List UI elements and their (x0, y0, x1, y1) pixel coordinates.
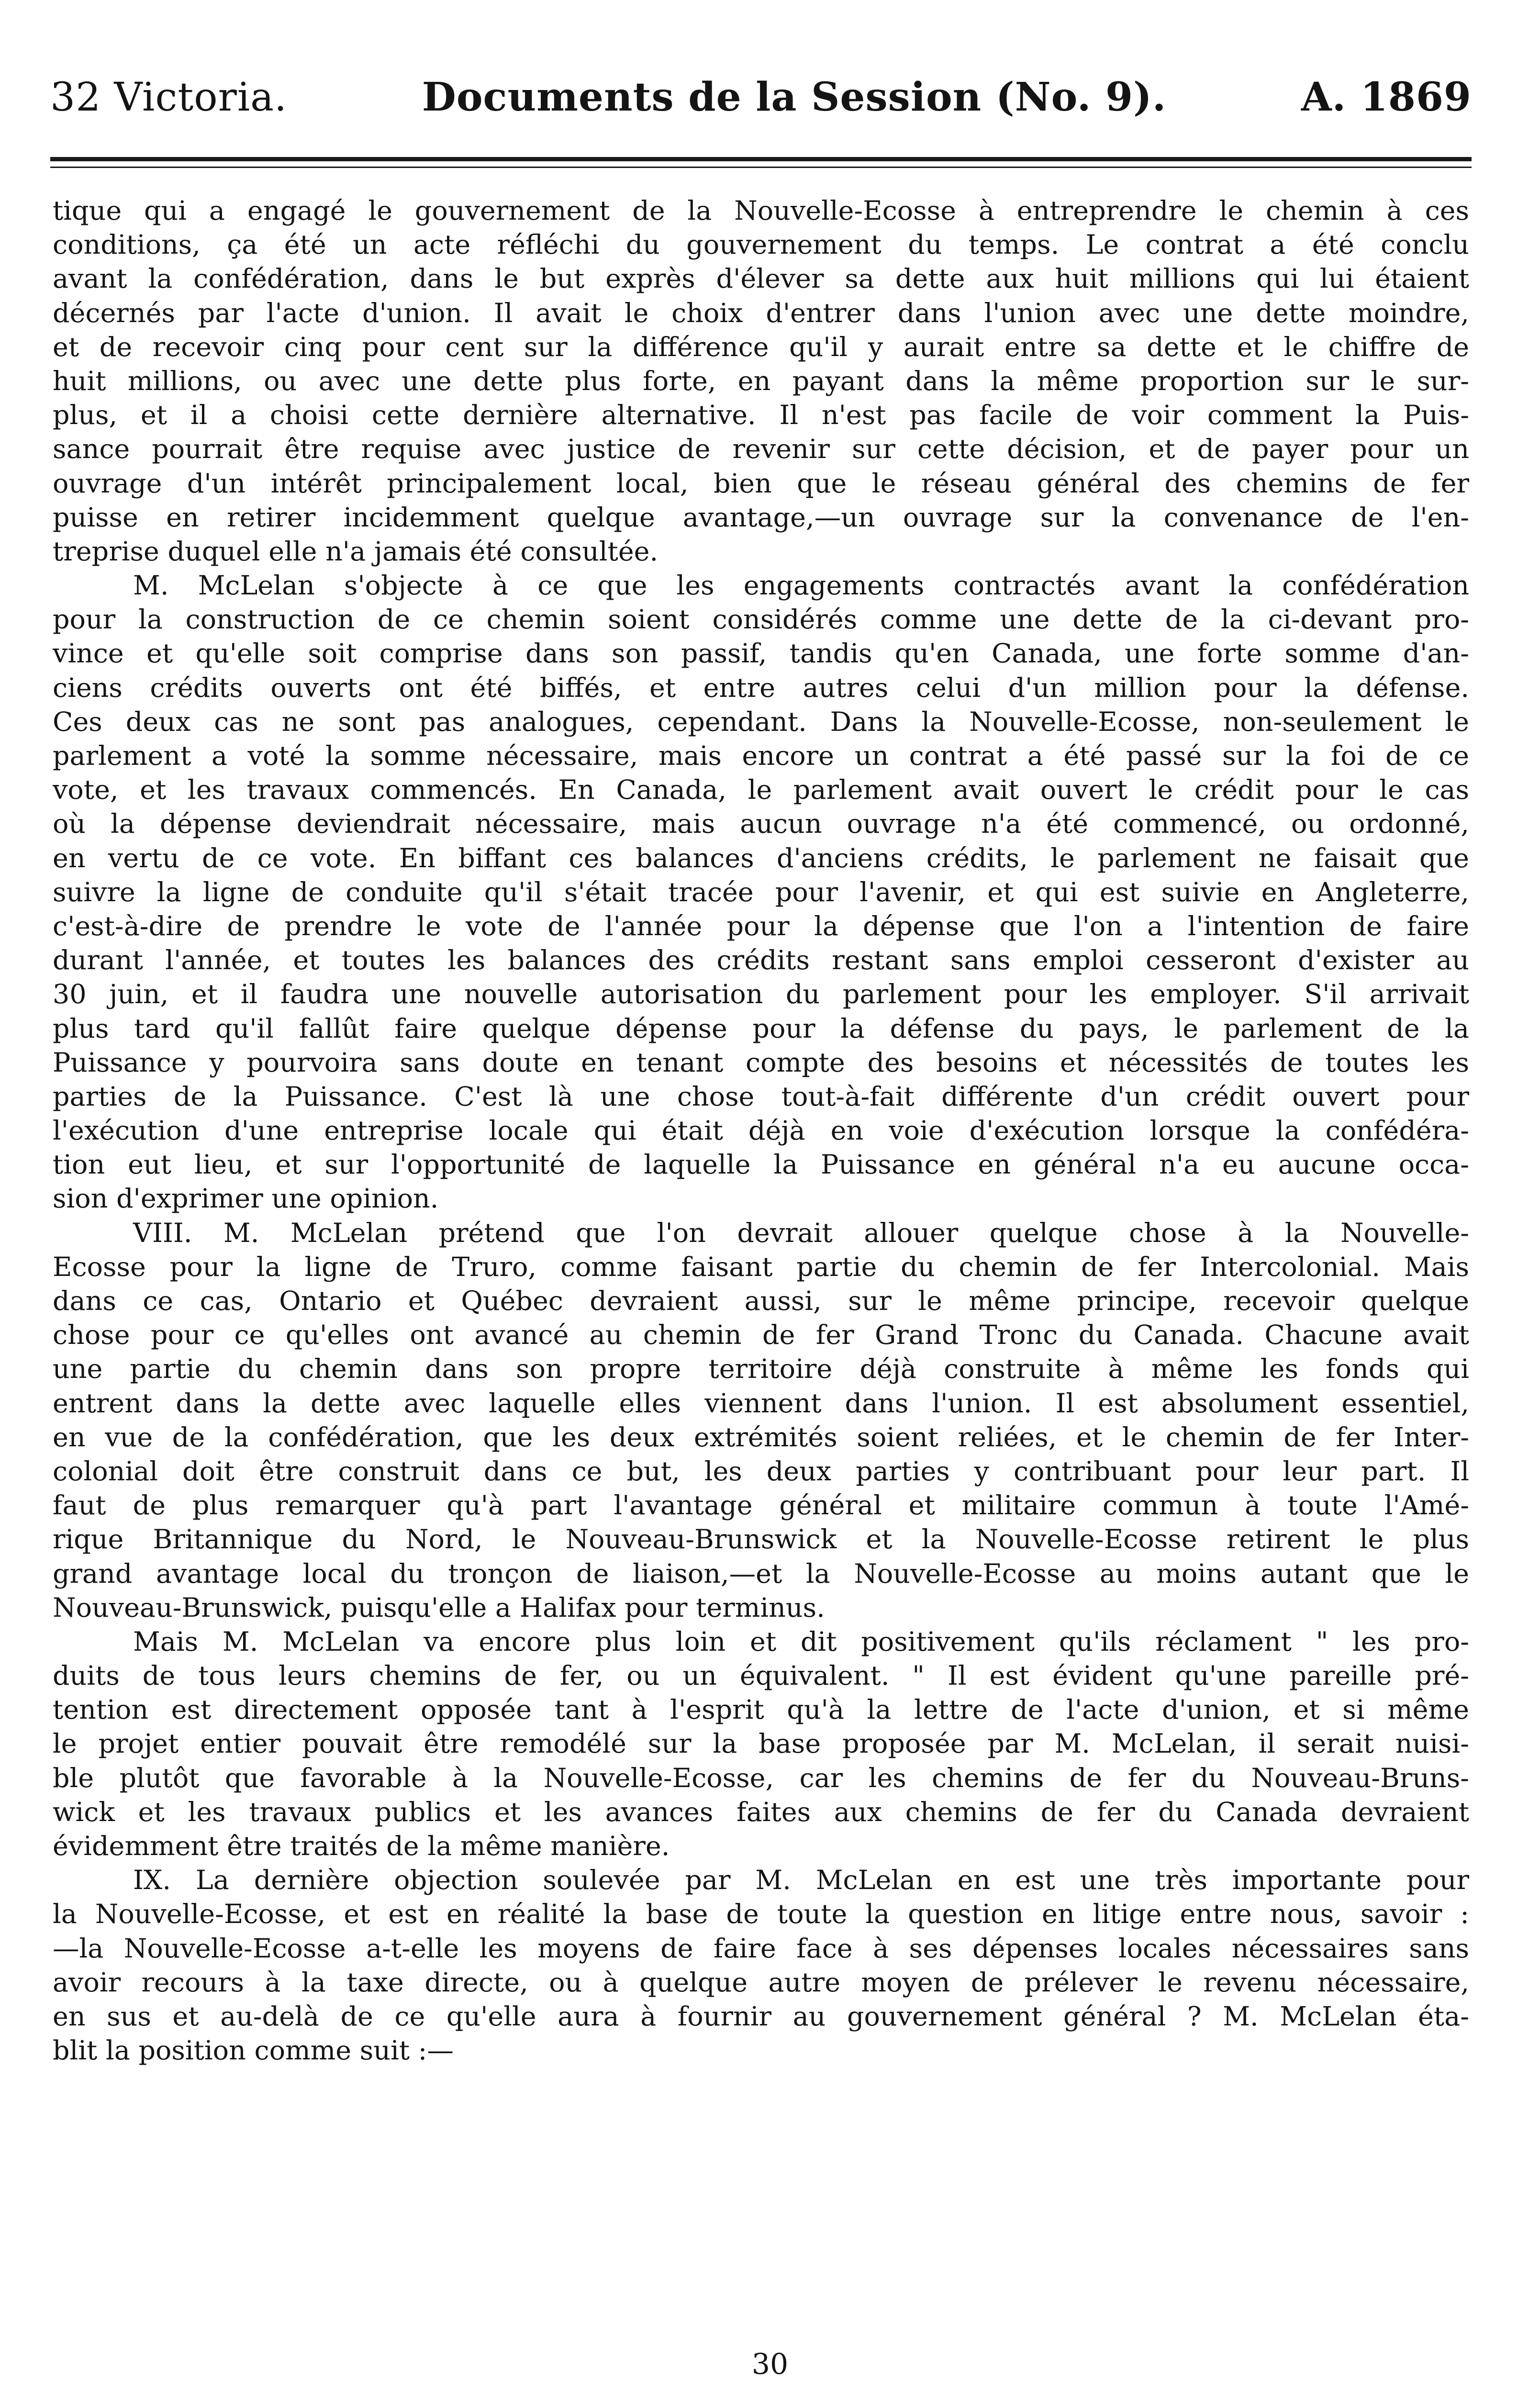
text-line: parlement a voté la somme nécessaire, mais encore un contrat a été passé sur la foi de ce (53, 740, 1469, 772)
text-line: treprise duquel elle n'a jamais été consultée. (53, 536, 658, 567)
text-line: duits de tous leurs chemins de fer, ou un équivalent. " Il est évident qu'une pareille pré- (53, 1660, 1469, 1692)
text-line: blit la position comme suit :— (53, 2035, 454, 2067)
text-line: Puissance y pourvoira sans doute en tenant compte des besoins et nécessités de toutes les (53, 1047, 1469, 1078)
text-line: wick et les travaux publics et les avances faites aux chemins de fer du Canada devraient (53, 1796, 1469, 1828)
text-line: une partie du chemin dans son propre territoire déjà construite à même les fonds qui (53, 1353, 1469, 1385)
text-line: VIII. M. McLelan prétend que l'on devrait allouer quelque chose à la Nouvelle- (133, 1217, 1469, 1249)
page-number: 30 (751, 2348, 789, 2381)
text-line: faut de plus remarquer qu'à part l'avantage général et militaire commun à toute l'Amé- (53, 1490, 1469, 1521)
text-line: plus tard qu'il fallût faire quelque dépense pour la défense du pays, le parlement de la (53, 1013, 1469, 1044)
header-title: Documents de la Session (No. 9). (422, 74, 1167, 120)
text-line: conditions, ça été un acte réfléchi du gouvernement du temps. Le contrat a été conclu (53, 229, 1469, 261)
header-year: A. 1869 (1301, 74, 1472, 120)
text-line: IX. La dernière objection soulevée par M. McLelan en est une très importante pour (133, 1865, 1469, 1896)
text-line: tion eut lieu, et sur l'opportunité de laquelle la Puissance en général n'a eu aucune occa- (53, 1149, 1469, 1181)
text-line: durant l'année, et toutes les balances des crédits restant sans emploi cesseront d'exister au (53, 945, 1469, 976)
text-line: rique Britannique du Nord, le Nouveau-Brunswick et la Nouvelle-Ecosse retirent le plus (53, 1524, 1469, 1555)
text-line: huit millions, ou avec une dette plus forte, en payant dans la même proportion sur le sur- (53, 365, 1469, 397)
text-line: et de recevoir cinq pour cent sur la différence qu'il y aurait entre sa dette et le chiffre de (53, 331, 1469, 363)
text-line: sance pourrait être requise avec justice de revenir sur cette décision, et de payer pour un (53, 434, 1469, 465)
text-line: avant la confédération, dans le but exprès d'élever sa dette aux huit millions qui lui étaient (53, 263, 1469, 295)
text-line: vince et qu'elle soit comprise dans son passif, tandis qu'en Canada, une forte somme d'an- (53, 638, 1469, 670)
text-line: dans ce cas, Ontario et Québec devraient aussi, sur le même principe, recevoir quelque (53, 1286, 1469, 1317)
text-line: suivre la ligne de conduite qu'il s'était tracée pour l'avenir, et qui est suivie en Angleterre, (53, 876, 1469, 908)
text-line: ouvrage d'un intérêt principalement local, bien que le réseau général des chemins de fer (53, 468, 1469, 499)
text-line: plus, et il a choisi cette dernière alternative. Il n'est pas facile de voir comment la Puis- (53, 400, 1469, 431)
text-line: c'est-à-dire de prendre le vote de l'année pour la dépense que l'on a l'intention de faire (53, 910, 1469, 942)
text-line: Mais M. McLelan va encore plus loin et dit positivement qu'ils réclament " les pro- (133, 1626, 1469, 1657)
text-line: l'exécution d'une entreprise locale qui était déjà en voie d'exécution lorsque la confédéra- (53, 1115, 1469, 1147)
text-line: où la dépense deviendrait nécessaire, mais aucun ouvrage n'a été commencé, ou ordonné, (53, 808, 1469, 840)
text-line: Ces deux cas ne sont pas analogues, cependant. Dans la Nouvelle-Ecosse, non-seulement le (53, 706, 1469, 738)
body-text (53, 194, 1469, 2068)
text-line: Nouveau-Brunswick, puisqu'elle a Halifax pour terminus. (53, 1592, 825, 1623)
text-line: la Nouvelle-Ecosse, et est en réalité la base de toute la question en litige entre nous, savoir : (53, 1899, 1469, 1930)
text-line: grand avantage local du tronçon de liaison,—et la Nouvelle-Ecosse au moins autant que le (53, 1558, 1469, 1589)
text-line: M. McLelan s'objecte à ce que les engagements contractés avant la confédération (133, 570, 1469, 602)
text-line: avoir recours à la taxe directe, ou à quelque autre moyen de prélever le revenu nécessaire, (53, 1967, 1469, 1998)
text-line: évidemment être traités de la même manière. (53, 1831, 670, 1862)
text-line: pour la construction de ce chemin soient considérés comme une dette de la ci-devant pro- (53, 604, 1469, 636)
text-line: en sus et au-delà de ce qu'elle aura à fournir au gouvernement général ? M. McLelan éta- (53, 2001, 1469, 2032)
header-rule-thin (50, 167, 1472, 168)
text-line: entrent dans la dette avec laquelle elles viennent dans l'union. Il est absolument essentiel, (53, 1387, 1469, 1419)
text-line: ble plutôt que favorable à la Nouvelle-Ecosse, car les chemins de fer du Nouveau-Bruns- (53, 1762, 1469, 1794)
text-line: tention est directement opposée tant à l'esprit qu'à la lettre de l'acte d'union, et si même (53, 1694, 1469, 1726)
text-line: tique qui a engagé le gouvernement de la Nouvelle-Ecosse à entreprendre le chemin à ces (53, 195, 1469, 226)
text-line: en vue de la confédération, que les deux extrémités soient reliées, et le chemin de fer Inter- (53, 1421, 1469, 1453)
text-line: chose pour ce qu'elles ont avancé au chemin de fer Grand Tronc du Canada. Chacune avait (53, 1320, 1469, 1351)
text-line: sion d'exprimer une opinion. (53, 1183, 439, 1215)
text-line: en vertu de ce vote. En biffant ces balances d'anciens crédits, le parlement ne faisait que (53, 842, 1469, 874)
text-line: Ecosse pour la ligne de Truro, comme faisant partie du chemin de fer Intercolonial. Mais (53, 1251, 1469, 1283)
text-line: décernés par l'acte d'union. Il avait le choix d'entrer dans l'union avec une dette moindre, (53, 297, 1469, 329)
text-line: —la Nouvelle-Ecosse a-t-elle les moyens de faire face à ses dépenses locales nécessaires sans (53, 1933, 1469, 1964)
text-line: le projet entier pouvait être remodélé sur la base proposée par M. McLelan, il serait nuisi- (53, 1728, 1469, 1760)
page-header (50, 71, 1472, 123)
text-line: ciens crédits ouverts ont été biffés, et entre autres celui d'un million pour la défense. (53, 672, 1469, 704)
text-line: colonial doit être construit dans ce but, les deux parties y contribuant pour leur part. Il (53, 1455, 1469, 1487)
text-line: 30 juin, et il faudra une nouvelle autorisation du parlement pour les employer. S'il arrivait (53, 979, 1469, 1010)
text-line: puisse en retirer incidemment quelque avantage,—un ouvrage sur la convenance de l'en- (53, 502, 1469, 533)
header-rule-thick (50, 157, 1472, 161)
header-volume: 32 Victoria. (50, 74, 288, 120)
text-line: parties de la Puissance. C'est là une chose tout-à-fait différente d'un crédit ouvert pour (53, 1081, 1469, 1112)
text-line: vote, et les travaux commencés. En Canada, le parlement avait ouvert le crédit pour le cas (53, 774, 1469, 806)
